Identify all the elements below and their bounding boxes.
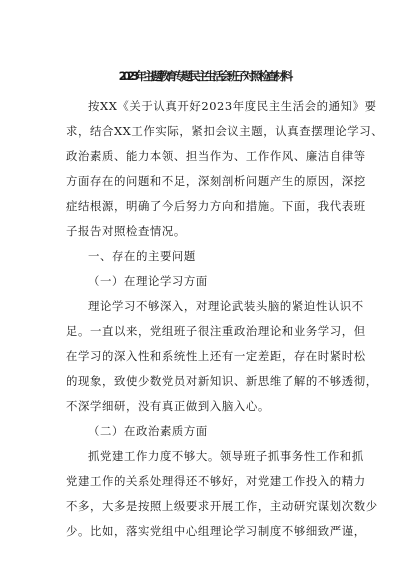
sub1-line-2: 足。一直以来，党组班子很注重政治理论和业务学习，但: [66, 324, 366, 338]
sub2-line-4: 少。比如，落实党组中心组理论学习制度不够细致严谨，: [66, 524, 366, 538]
sub2-line-3: 不多，大多是按照上级要求开展工作，主动研究谋划次数少: [66, 499, 378, 513]
document-title: 2023年主题教育专题民主生活会班子对照检查材料: [118, 69, 290, 83]
intro-line-1: 按XX《关于认真开好2023年度民主生活会的通知》要: [88, 99, 377, 113]
sub1-line-4: 的现象，致使少数党员对新知识、新思维了解的不够透彻，: [66, 374, 378, 388]
section-heading: 一、存在的主要问题: [88, 249, 196, 263]
intro-line-6: 子报告对照检查情况。: [66, 224, 186, 238]
intro-line-4: 方面存在的问题和不足，深刻剖析问题产生的原因，深挖: [66, 174, 366, 188]
subsection-heading-1: （一）在理论学习方面: [88, 274, 208, 288]
sub2-line-2: 党建工作的关系处理得还不够好，对党建工作投入的精力: [66, 474, 366, 488]
sub1-line-5: 不深学细研，没有真正做到入脑入心。: [66, 399, 270, 413]
sub2-line-1: 抓党建工作力度不够大。领导班子抓事务性工作和抓: [88, 449, 364, 463]
sub1-line-1: 理论学习不够深入，对理论武装头脑的紧迫性认识不: [88, 299, 364, 313]
intro-line-2: 求，结合XX工作实际，紧扣会议主题，认真查摆理论学习、: [66, 124, 384, 138]
sub1-line-3: 在学习的深入性和系统性上还有一定差距，存在时紧时松: [66, 349, 366, 363]
intro-line-5: 症结根源，明确了今后努力方向和措施。下面，我代表班: [66, 199, 366, 213]
intro-line-3: 政治素质、能力本领、担当作为、工作作风、廉洁自律等: [66, 149, 366, 163]
subsection-heading-2: （二）在政治素质方面: [88, 424, 208, 438]
